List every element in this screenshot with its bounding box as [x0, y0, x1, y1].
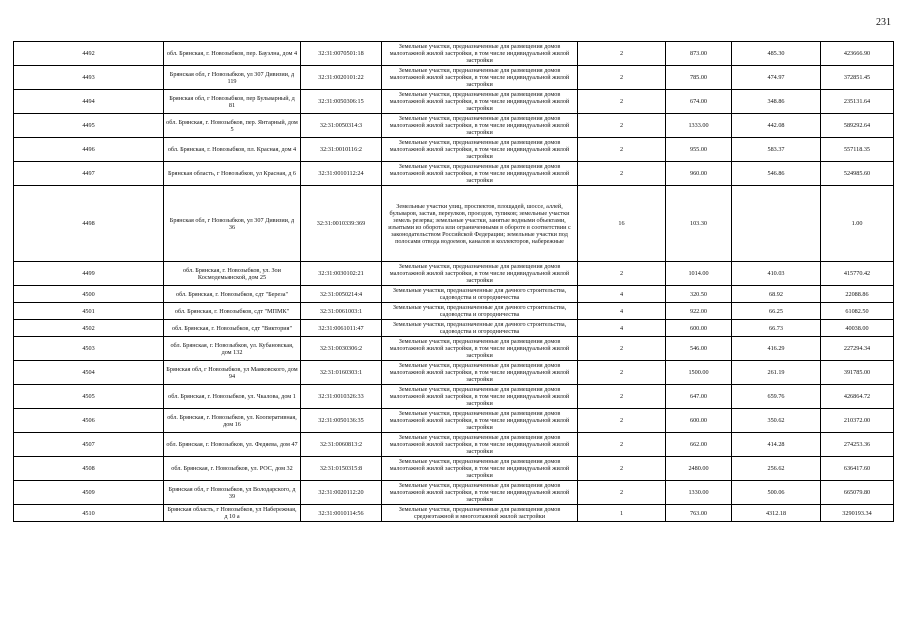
land-use-cell: Земельные участки, предназначенные для размещения домов малоэтажной жилой застройки, в том числе индивидуальной жилой застройки — [382, 162, 578, 186]
use-group-code-cell: 2 — [578, 337, 666, 361]
address-cell: обл. Брянская, г. Новозыбков, сдт "Виктория" — [164, 320, 301, 337]
cadastral-number-cell: 32:31:0150315:8 — [301, 457, 382, 481]
area-cell: 1330.00 — [666, 481, 732, 505]
address-cell: обл. Брянская, г. Новозыбков, сдт "Береза" — [164, 286, 301, 303]
land-use-cell: Земельные участки, предназначенные для размещения домов малоэтажной жилой застройки, в том числе индивидуальной жилой застройки — [382, 66, 578, 90]
cadastral-number-cell: 32:31:0061011:47 — [301, 320, 382, 337]
land-use-cell: Земельные участки, предназначенные для размещения домов малоэтажной жилой застройки, в том числе индивидуальной жилой застройки — [382, 385, 578, 409]
use-group-code-cell: 2 — [578, 481, 666, 505]
use-group-code-cell: 2 — [578, 162, 666, 186]
address-cell: обл. Брянская, г. Новозыбков, пл. Красная, дом 4 — [164, 138, 301, 162]
area-cell: 955.00 — [666, 138, 732, 162]
specific-value-cell: 256.62 — [732, 457, 821, 481]
land-use-cell: Земельные участки, предназначенные для размещения домов малоэтажной жилой застройки, в том числе индивидуальной жилой застройки — [382, 262, 578, 286]
row-number-cell: 4492 — [14, 42, 164, 66]
cadastral-value-cell: 636417.60 — [821, 457, 894, 481]
table-row — [14, 320, 894, 337]
land-use-cell: Земельные участки, предназначенные для размещения домов малоэтажной жилой застройки, в том числе индивидуальной жилой застройки — [382, 114, 578, 138]
land-use-cell: Земельные участки улиц, проспектов, площадей, шоссе, аллей, бульваров, застав, переулков, проездов, тупиков; земельные участки земель резерва; земельные участки, занятые водными объектами, изъятыми из оборота или ограниченными в обороте в соответствии с законодательством Российской Федерации; земельные участки под полосами отвода водоемов, каналов и коллекторов, набережные — [382, 186, 578, 262]
specific-value-cell: 68.92 — [732, 286, 821, 303]
use-group-code-cell: 2 — [578, 262, 666, 286]
use-group-code-cell: 2 — [578, 457, 666, 481]
specific-value-cell: 659.76 — [732, 385, 821, 409]
table-row — [14, 457, 894, 481]
table-row — [14, 42, 894, 66]
table-row — [14, 385, 894, 409]
row-number-cell: 4502 — [14, 320, 164, 337]
cadastral-number-cell: 32:31:0030306:2 — [301, 337, 382, 361]
table-row — [14, 162, 894, 186]
table-body — [14, 42, 894, 522]
address-cell: обл. Брянская, г. Новозыбков, ул. Кооперативная, дом 16 — [164, 409, 301, 433]
specific-value-cell: 583.37 — [732, 138, 821, 162]
land-use-cell: Земельные участки, предназначенные для размещения домов малоэтажной жилой застройки, в том числе индивидуальной жилой застройки — [382, 409, 578, 433]
page-number: 231 — [876, 17, 891, 28]
table-row — [14, 114, 894, 138]
cadastral-value-cell: 40038.00 — [821, 320, 894, 337]
address-cell: обл. Брянская, г. Новозыбков, ул. Зои Космодемьянской, дом 25 — [164, 262, 301, 286]
cadastral-value-cell: 557118.35 — [821, 138, 894, 162]
area-cell: 320.50 — [666, 286, 732, 303]
address-cell: Брянская обл, г Новозыбков, ул Володарского, д 39 — [164, 481, 301, 505]
table-row — [14, 303, 894, 320]
cadastral-number-cell: 32:31:0010114:56 — [301, 505, 382, 522]
use-group-code-cell: 2 — [578, 385, 666, 409]
specific-value-cell: 4312.18 — [732, 505, 821, 522]
specific-value-cell: 442.08 — [732, 114, 821, 138]
row-number-cell: 4499 — [14, 262, 164, 286]
cadastral-value-cell: 235131.64 — [821, 90, 894, 114]
area-cell: 873.00 — [666, 42, 732, 66]
table-row — [14, 409, 894, 433]
table-row — [14, 186, 894, 262]
table-row — [14, 66, 894, 90]
area-cell: 1333.00 — [666, 114, 732, 138]
specific-value-cell: 485.30 — [732, 42, 821, 66]
area-cell: 647.00 — [666, 385, 732, 409]
cadastral-number-cell: 32:31:0010116:2 — [301, 138, 382, 162]
cadastral-value-cell: 372851.45 — [821, 66, 894, 90]
area-cell: 600.00 — [666, 409, 732, 433]
cadastral-value-table — [13, 41, 894, 522]
cadastral-value-cell: 423666.90 — [821, 42, 894, 66]
address-cell: Брянская обл, г Новозыбков, ул Маяковского, дом 94 — [164, 361, 301, 385]
area-cell: 1500.00 — [666, 361, 732, 385]
specific-value-cell: 350.62 — [732, 409, 821, 433]
cadastral-value-cell: 1.00 — [821, 186, 894, 262]
specific-value-cell: 66.25 — [732, 303, 821, 320]
address-cell: Брянская обл, г Новозыбков, пер Бульварный, д 81 — [164, 90, 301, 114]
row-number-cell: 4496 — [14, 138, 164, 162]
cadastral-value-cell: 415770.42 — [821, 262, 894, 286]
address-cell: обл. Брянская, г. Новозыбков, ул. Федяева, дом 47 — [164, 433, 301, 457]
use-group-code-cell: 16 — [578, 186, 666, 262]
table-row — [14, 337, 894, 361]
cadastral-number-cell: 32:31:0050314:3 — [301, 114, 382, 138]
use-group-code-cell: 2 — [578, 138, 666, 162]
land-use-cell: Земельные участки, предназначенные для дачного строительства, садоводства и огородничества — [382, 320, 578, 337]
address-cell: Брянская область, г Новозыбков, ул Красная, д 6 — [164, 162, 301, 186]
use-group-code-cell: 2 — [578, 90, 666, 114]
cadastral-number-cell: 32:31:0070501:18 — [301, 42, 382, 66]
address-cell: обл. Брянская, г. Новозыбков, пер. Бауэлна, дом 4 — [164, 42, 301, 66]
specific-value-cell: 474.97 — [732, 66, 821, 90]
use-group-code-cell: 4 — [578, 320, 666, 337]
area-cell: 785.00 — [666, 66, 732, 90]
land-use-cell: Земельные участки, предназначенные для размещения домов малоэтажной жилой застройки, в том числе индивидуальной жилой застройки — [382, 457, 578, 481]
use-group-code-cell: 2 — [578, 409, 666, 433]
specific-value-cell: 546.86 — [732, 162, 821, 186]
land-use-cell: Земельные участки, предназначенные для дачного строительства, садоводства и огородничества — [382, 286, 578, 303]
table-row — [14, 286, 894, 303]
specific-value-cell: 414.28 — [732, 433, 821, 457]
table-row — [14, 138, 894, 162]
row-number-cell: 4503 — [14, 337, 164, 361]
specific-value-cell: 410.03 — [732, 262, 821, 286]
cadastral-value-cell: 524985.60 — [821, 162, 894, 186]
address-cell: Брянская обл, г Новозыбков, ул 307 Дивизии, д 36 — [164, 186, 301, 262]
land-use-cell: Земельные участки, предназначенные для размещения домов малоэтажной жилой застройки, в том числе индивидуальной жилой застройки — [382, 90, 578, 114]
cadastral-value-cell: 589292.64 — [821, 114, 894, 138]
table-row — [14, 505, 894, 522]
specific-value-cell: 348.86 — [732, 90, 821, 114]
use-group-code-cell: 4 — [578, 303, 666, 320]
specific-value-cell: 416.29 — [732, 337, 821, 361]
use-group-code-cell: 2 — [578, 114, 666, 138]
table-row — [14, 262, 894, 286]
row-number-cell: 4494 — [14, 90, 164, 114]
cadastral-number-cell: 32:31:0010339:369 — [301, 186, 382, 262]
address-cell: обл. Брянская, г. Новозыбков, ул. Кубановская, дом 132 — [164, 337, 301, 361]
cadastral-number-cell: 32:31:0030102:21 — [301, 262, 382, 286]
cadastral-value-cell: 426864.72 — [821, 385, 894, 409]
cadastral-value-cell: 665079.80 — [821, 481, 894, 505]
use-group-code-cell: 1 — [578, 505, 666, 522]
row-number-cell: 4510 — [14, 505, 164, 522]
specific-value-cell: 261.19 — [732, 361, 821, 385]
row-number-cell: 4498 — [14, 186, 164, 262]
address-cell: обл. Брянская, г. Новозыбков, пер. Янтарный, дом 5 — [164, 114, 301, 138]
land-use-cell: Земельные участки, предназначенные для размещения домов малоэтажной жилой застройки, в том числе индивидуальной жилой застройки — [382, 433, 578, 457]
table-row — [14, 481, 894, 505]
cadastral-number-cell: 32:31:0061003:1 — [301, 303, 382, 320]
land-use-cell: Земельные участки, предназначенные для размещения домов малоэтажной жилой застройки, в том числе индивидуальной жилой застройки — [382, 481, 578, 505]
area-cell: 960.00 — [666, 162, 732, 186]
area-cell: 103.30 — [666, 186, 732, 262]
area-cell: 546.00 — [666, 337, 732, 361]
row-number-cell: 4507 — [14, 433, 164, 457]
specific-value-cell — [732, 186, 821, 262]
cadastral-number-cell: 32:31:0010326:33 — [301, 385, 382, 409]
cadastral-number-cell: 32:31:0050214:4 — [301, 286, 382, 303]
row-number-cell: 4495 — [14, 114, 164, 138]
table-row — [14, 433, 894, 457]
address-cell: обл. Брянская, г. Новозыбков, сдт "МПМК" — [164, 303, 301, 320]
row-number-cell: 4500 — [14, 286, 164, 303]
cadastral-value-cell: 3290193.34 — [821, 505, 894, 522]
cadastral-number-cell: 32:31:0060813:2 — [301, 433, 382, 457]
cadastral-number-cell: 32:31:0020112:20 — [301, 481, 382, 505]
area-cell: 763.00 — [666, 505, 732, 522]
cadastral-value-cell: 210372.00 — [821, 409, 894, 433]
cadastral-number-cell: 32:31:0010112:24 — [301, 162, 382, 186]
row-number-cell: 4506 — [14, 409, 164, 433]
cadastral-value-cell: 391785.00 — [821, 361, 894, 385]
row-number-cell: 4504 — [14, 361, 164, 385]
area-cell: 1014.00 — [666, 262, 732, 286]
land-use-cell: Земельные участки, предназначенные для размещения домов малоэтажной жилой застройки, в том числе индивидуальной жилой застройки — [382, 361, 578, 385]
address-cell: Брянская область, г Новозыбков, ул Набережная, д 10 а — [164, 505, 301, 522]
land-use-cell: Земельные участки, предназначенные для дачного строительства, садоводства и огородничества — [382, 303, 578, 320]
land-use-cell: Земельные участки, предназначенные для размещения домов малоэтажной жилой застройки, в том числе индивидуальной жилой застройки — [382, 42, 578, 66]
use-group-code-cell: 2 — [578, 361, 666, 385]
use-group-code-cell: 2 — [578, 433, 666, 457]
address-cell: обл. Брянская, г. Новозыбков, ул. РОС, дом 32 — [164, 457, 301, 481]
table-row — [14, 90, 894, 114]
area-cell: 2480.00 — [666, 457, 732, 481]
row-number-cell: 4493 — [14, 66, 164, 90]
area-cell: 674.00 — [666, 90, 732, 114]
table-row — [14, 361, 894, 385]
row-number-cell: 4497 — [14, 162, 164, 186]
area-cell: 600.00 — [666, 320, 732, 337]
cadastral-value-cell: 22088.86 — [821, 286, 894, 303]
row-number-cell: 4501 — [14, 303, 164, 320]
row-number-cell: 4505 — [14, 385, 164, 409]
cadastral-number-cell: 32:31:0160303:1 — [301, 361, 382, 385]
row-number-cell: 4509 — [14, 481, 164, 505]
row-number-cell: 4508 — [14, 457, 164, 481]
land-use-cell: Земельные участки, предназначенные для размещения домов малоэтажной жилой застройки, в том числе индивидуальной жилой застройки — [382, 138, 578, 162]
area-cell: 922.00 — [666, 303, 732, 320]
cadastral-value-cell: 61082.50 — [821, 303, 894, 320]
cadastral-number-cell: 32:31:0050306:15 — [301, 90, 382, 114]
cadastral-number-cell: 32:31:0020101:22 — [301, 66, 382, 90]
area-cell: 662.00 — [666, 433, 732, 457]
land-use-cell: Земельные участки, предназначенные для размещения домов среднеэтажной и многоэтажной жилой застройки — [382, 505, 578, 522]
address-cell: Брянская обл, г Новозыбков, ул 307 Дивизии, д 119 — [164, 66, 301, 90]
cadastral-value-cell: 227294.34 — [821, 337, 894, 361]
use-group-code-cell: 4 — [578, 286, 666, 303]
cadastral-value-cell: 274253.36 — [821, 433, 894, 457]
cadastral-number-cell: 32:31:0050136:35 — [301, 409, 382, 433]
land-use-cell: Земельные участки, предназначенные для размещения домов малоэтажной жилой застройки, в том числе индивидуальной жилой застройки — [382, 337, 578, 361]
use-group-code-cell: 2 — [578, 42, 666, 66]
address-cell: обл. Брянская, г. Новозыбков, ул. Чкалова, дом 1 — [164, 385, 301, 409]
specific-value-cell: 500.06 — [732, 481, 821, 505]
specific-value-cell: 66.73 — [732, 320, 821, 337]
use-group-code-cell: 2 — [578, 66, 666, 90]
